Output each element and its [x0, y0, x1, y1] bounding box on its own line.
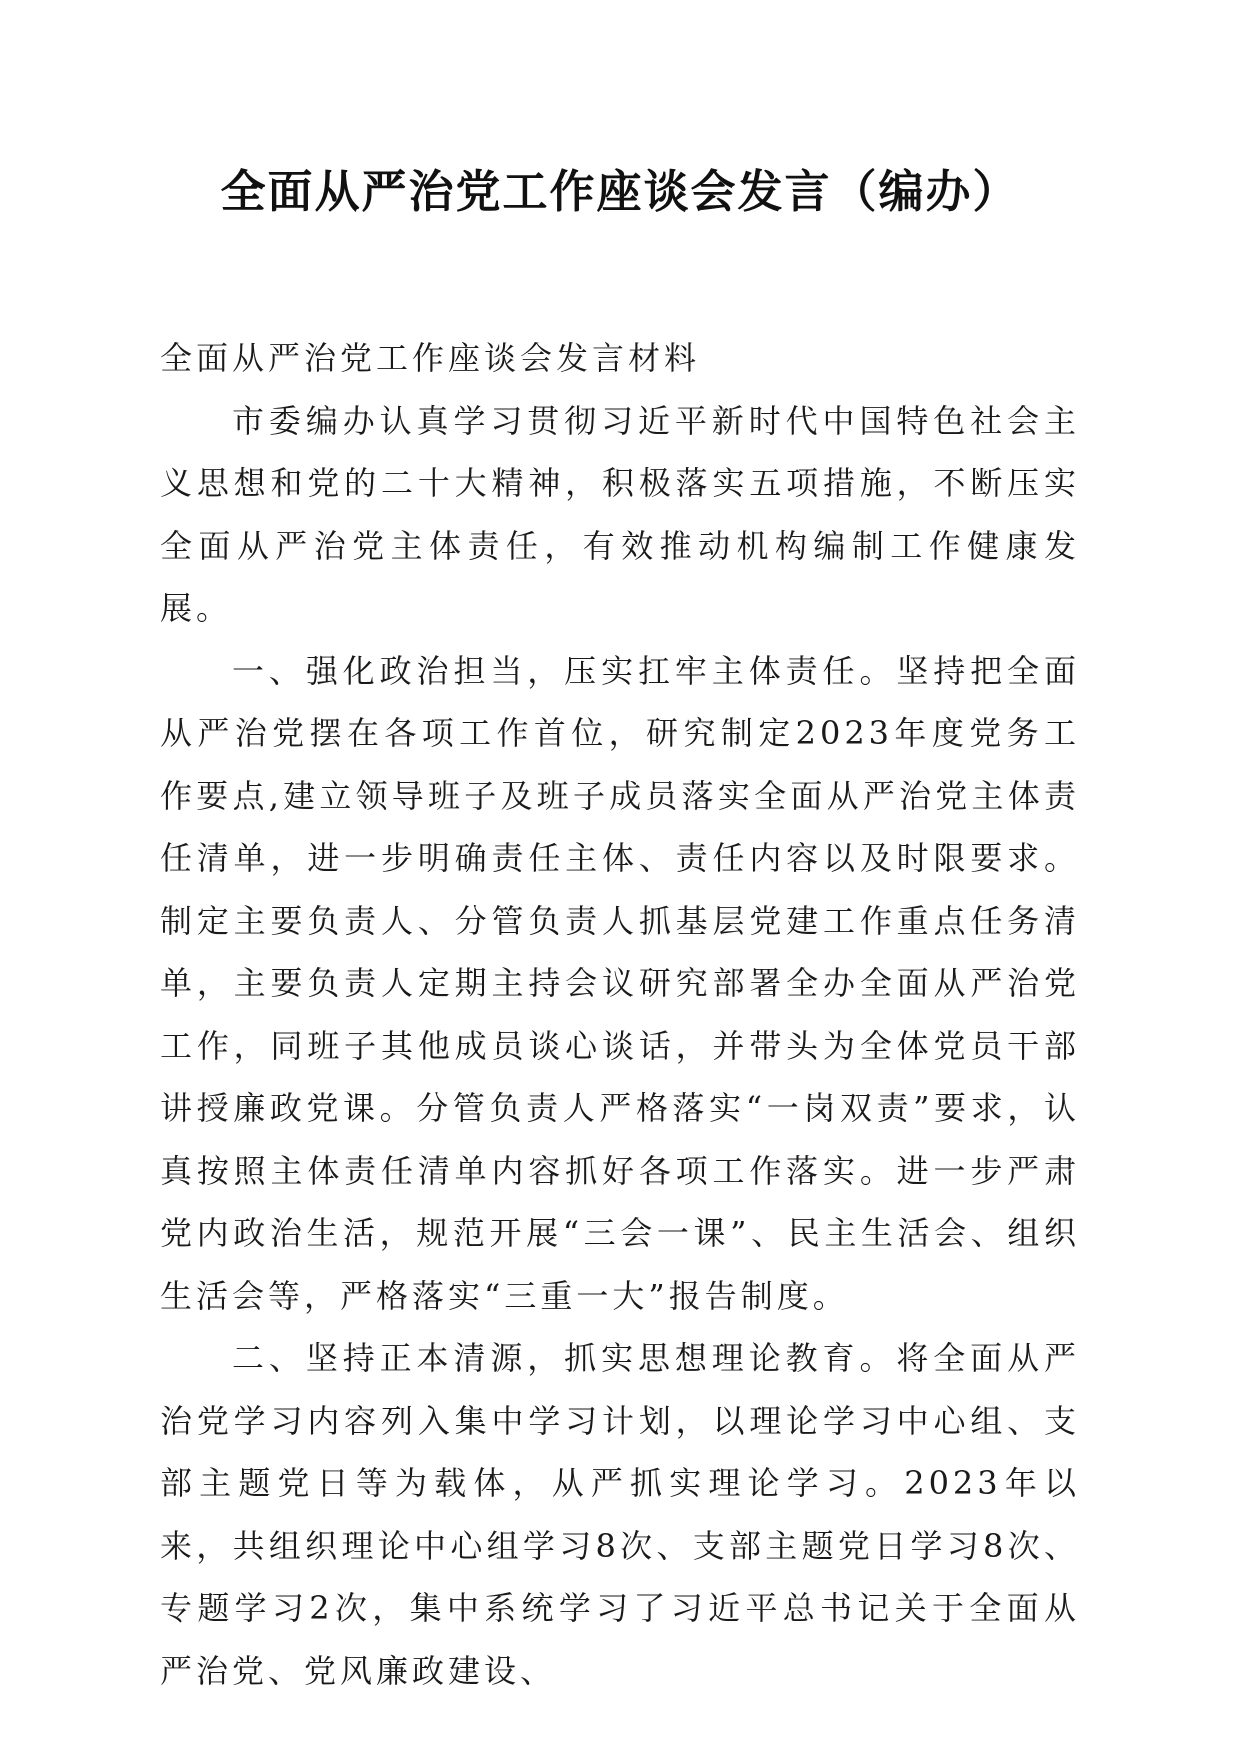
document-title: 全面从严治党工作座谈会发言（编办） — [220, 165, 1020, 218]
paragraph-section-two: 二、坚持正本清源，抓实思想理论教育。将全面从严治党学习内容列入集中学习计划，以理论学习中心组、支部主题党日等为载体，从严抓实理论学习。2023年以来，共组织理论中心组学习8次、支部主题党日学习8次、专题学习2次，集中系统学习了习近平总书记关于全面从严治党、党风廉政建设、 — [160, 1339, 1080, 1690]
document-subtitle: 全面从严治党工作座谈会发言材料 — [160, 339, 701, 377]
paragraph-intro: 市委编办认真学习贯彻习近平新时代中国特色社会主义思想和党的二十大精神，积极落实五项措施，不断压实全面从严治党主体责任，有效推动机构编制工作健康发展。 — [160, 401, 1080, 627]
paragraph-section-one: 一、强化政治担当，压实扛牢主体责任。坚持把全面从严治党摆在各项工作首位，研究制定2023年度党务工作要点,建立领导班子及班子成员落实全面从严治党主体责任清单，进一步明确责任主体、责任内容以及时限要求。制定主要负责人、分管负责人抓基层党建工作重点任务清单，主要负责人定期主持会议研究部署全办全面从严治党工作，同班子其他成员谈心谈话，并带头为全体党员干部讲授廉政党课。分管负责人严格落实“一岗双责”要求，认真按照主体责任清单内容抓好各项工作落实。进一步严肃党内政治生活，规范开展“三会一课”、民主生活会、组织生活会等，严格落实“三重一大”报告制度。 — [160, 651, 1080, 1315]
document-body — [160, 327, 1080, 1702]
